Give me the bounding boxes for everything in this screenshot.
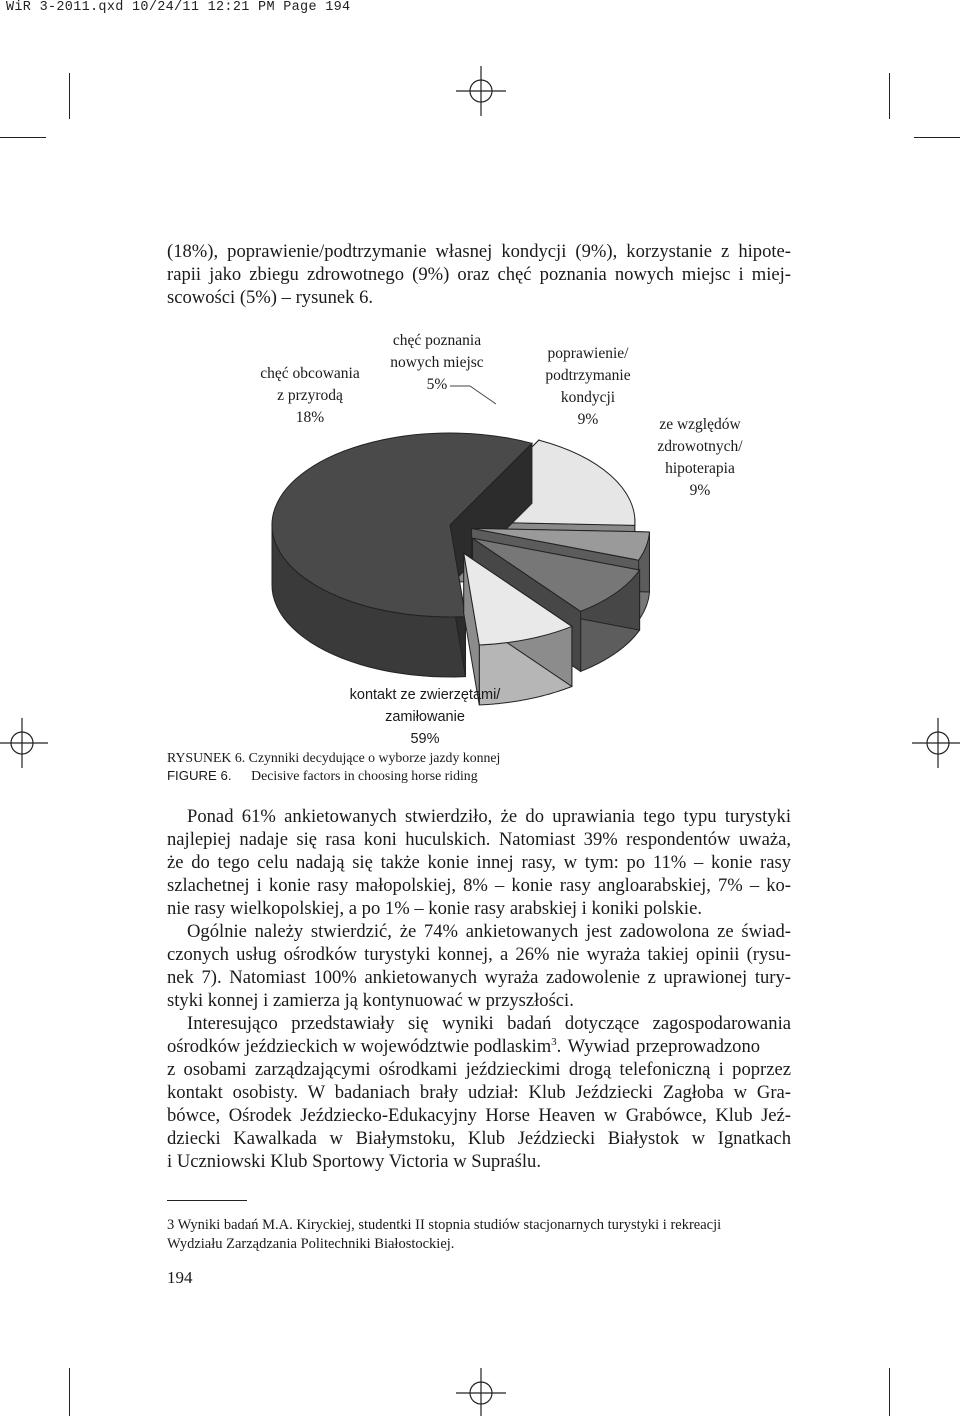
figure-caption-pl: RYSUNEK 6. Czynniki decydujące o wyborze jazdy konnej [167,750,501,765]
label-line: podtrzymanie [545,367,631,384]
figure-label: FIGURE 6. [167,768,232,783]
footnote [167,1216,791,1254]
label-line: nowych miejsc [390,354,484,371]
footnote-mark: 3 [167,1217,175,1233]
text-line: dziecki Kawalkada w Białymstoku, Klub Jeździecki Białystok w Ignatkach [167,1128,791,1149]
text-line: Ponad 61% ankietowanych stwierdziło, że do uprawiania tego typu turystyki [187,806,791,827]
label-line: ze względów [659,416,741,433]
text-line [167,1035,791,1058]
footnote-line: Wydziału Zarządzania Politechniki Białostockiej. [167,1236,455,1252]
footnote-ref[interactable]: 3 [551,1035,557,1048]
text-line: bówce, Ośrodek Jeździecko-Edukacyjny Horse Heaven w Grabówce, Klub Jeź- [167,1105,791,1126]
label-animals [325,684,525,750]
text-line: Interesująco przedstawiały się wyniki badań dotyczące zagospodarowania [187,1013,791,1034]
text-line: rapii jako zbiegu zdrowotnego (9%) oraz chęć poznania nowych miejsc i miej- [167,264,791,285]
text-line: kontakt osobisty. W badaniach brały udział: Klub Jeździecki Zagłoba w Gra- [167,1082,791,1103]
footnote-rule [167,1200,247,1201]
text-line: styki konnej i zamierza ją kontynuować w przyszłości. [167,990,574,1011]
label-line: z przyrodą [277,387,343,404]
label-new-places [367,330,507,396]
text-line: Ogólnie należy stwierdzić, że 74% ankietowanych jest zadowolona ze świad- [187,921,791,942]
label-line: 59% [410,731,440,747]
label-line: chęć obcowania [260,365,360,382]
text-line: szlachetnej i konie rasy małopolskiej, 8% – konie rasy angloarabskiej, 7% – ko- [167,875,791,896]
text-run: ośrodków jeździeckich w województwie podlaskim [167,1036,552,1057]
label-line: poprawienie/ [547,345,629,362]
text-line: nie rasy wielkopolskiej, a po 1% – konie rasy arabskiej i koniki polskie. [167,898,702,919]
text-line: scowości (5%) – rysunek 6. [167,287,374,308]
print-slug: WiR 3-2011.qxd 10/24/11 12:21 PM Page 194 [6,0,351,15]
text-line: nek 7). Natomiast 100% ankietowanych wyraża zadowolenie z uprawionej tury- [167,967,791,988]
label-line: zdrowotnych/ [657,438,743,455]
label-line: chęć poznania [392,332,482,349]
label-line: 18% [295,409,325,426]
footnote-text: Wyniki badań M.A. Kiryckiej, studentki II stopnia studiów stacjonarnych turystyki i rekreacji [174,1217,722,1233]
label-nature [230,363,390,429]
text-line: czonych usług ośrodków turystyki konnej, a 26% nie wyraża takiej opinii (rysu- [167,944,791,965]
label-line: 5% [426,376,448,393]
label-line: zamiłowanie [385,709,465,725]
label-line: kondycji [560,389,616,406]
text-line: najlepiej nadaje się rasa koni huculskich. Natomiast 39% respondentów uważa, [167,829,791,850]
label-line: hipoterapia [665,460,735,477]
text-line: (18%), poprawienie/podtrzymanie własnej kondycji (9%), korzystanie z hipote- [167,241,791,262]
label-health [635,414,765,502]
footnote-line [167,1216,791,1235]
figure-title-en: Decisive factors in choosing horse riding [251,768,478,783]
label-line: 9% [577,411,599,428]
text-line: i Uczniowski Klub Sportowy Victoria w Supraślu. [167,1151,541,1172]
text-line: że do tego celu nadają się także konie innej rasy, w tym: po 11% – konie rasy [167,852,791,873]
body-text [167,805,791,1173]
text-run: . Wywiad przeprowadzono [556,1036,761,1057]
label-line: kontakt ze zwierzętami/ [349,687,501,703]
figure-caption-en [167,768,478,784]
label-line: 9% [689,482,711,499]
page-number: 194 [167,1268,193,1287]
text-line: z osobami zarządzającymi ośrodkami jeździeckimi drogą telefoniczną i poprzez [167,1059,791,1080]
